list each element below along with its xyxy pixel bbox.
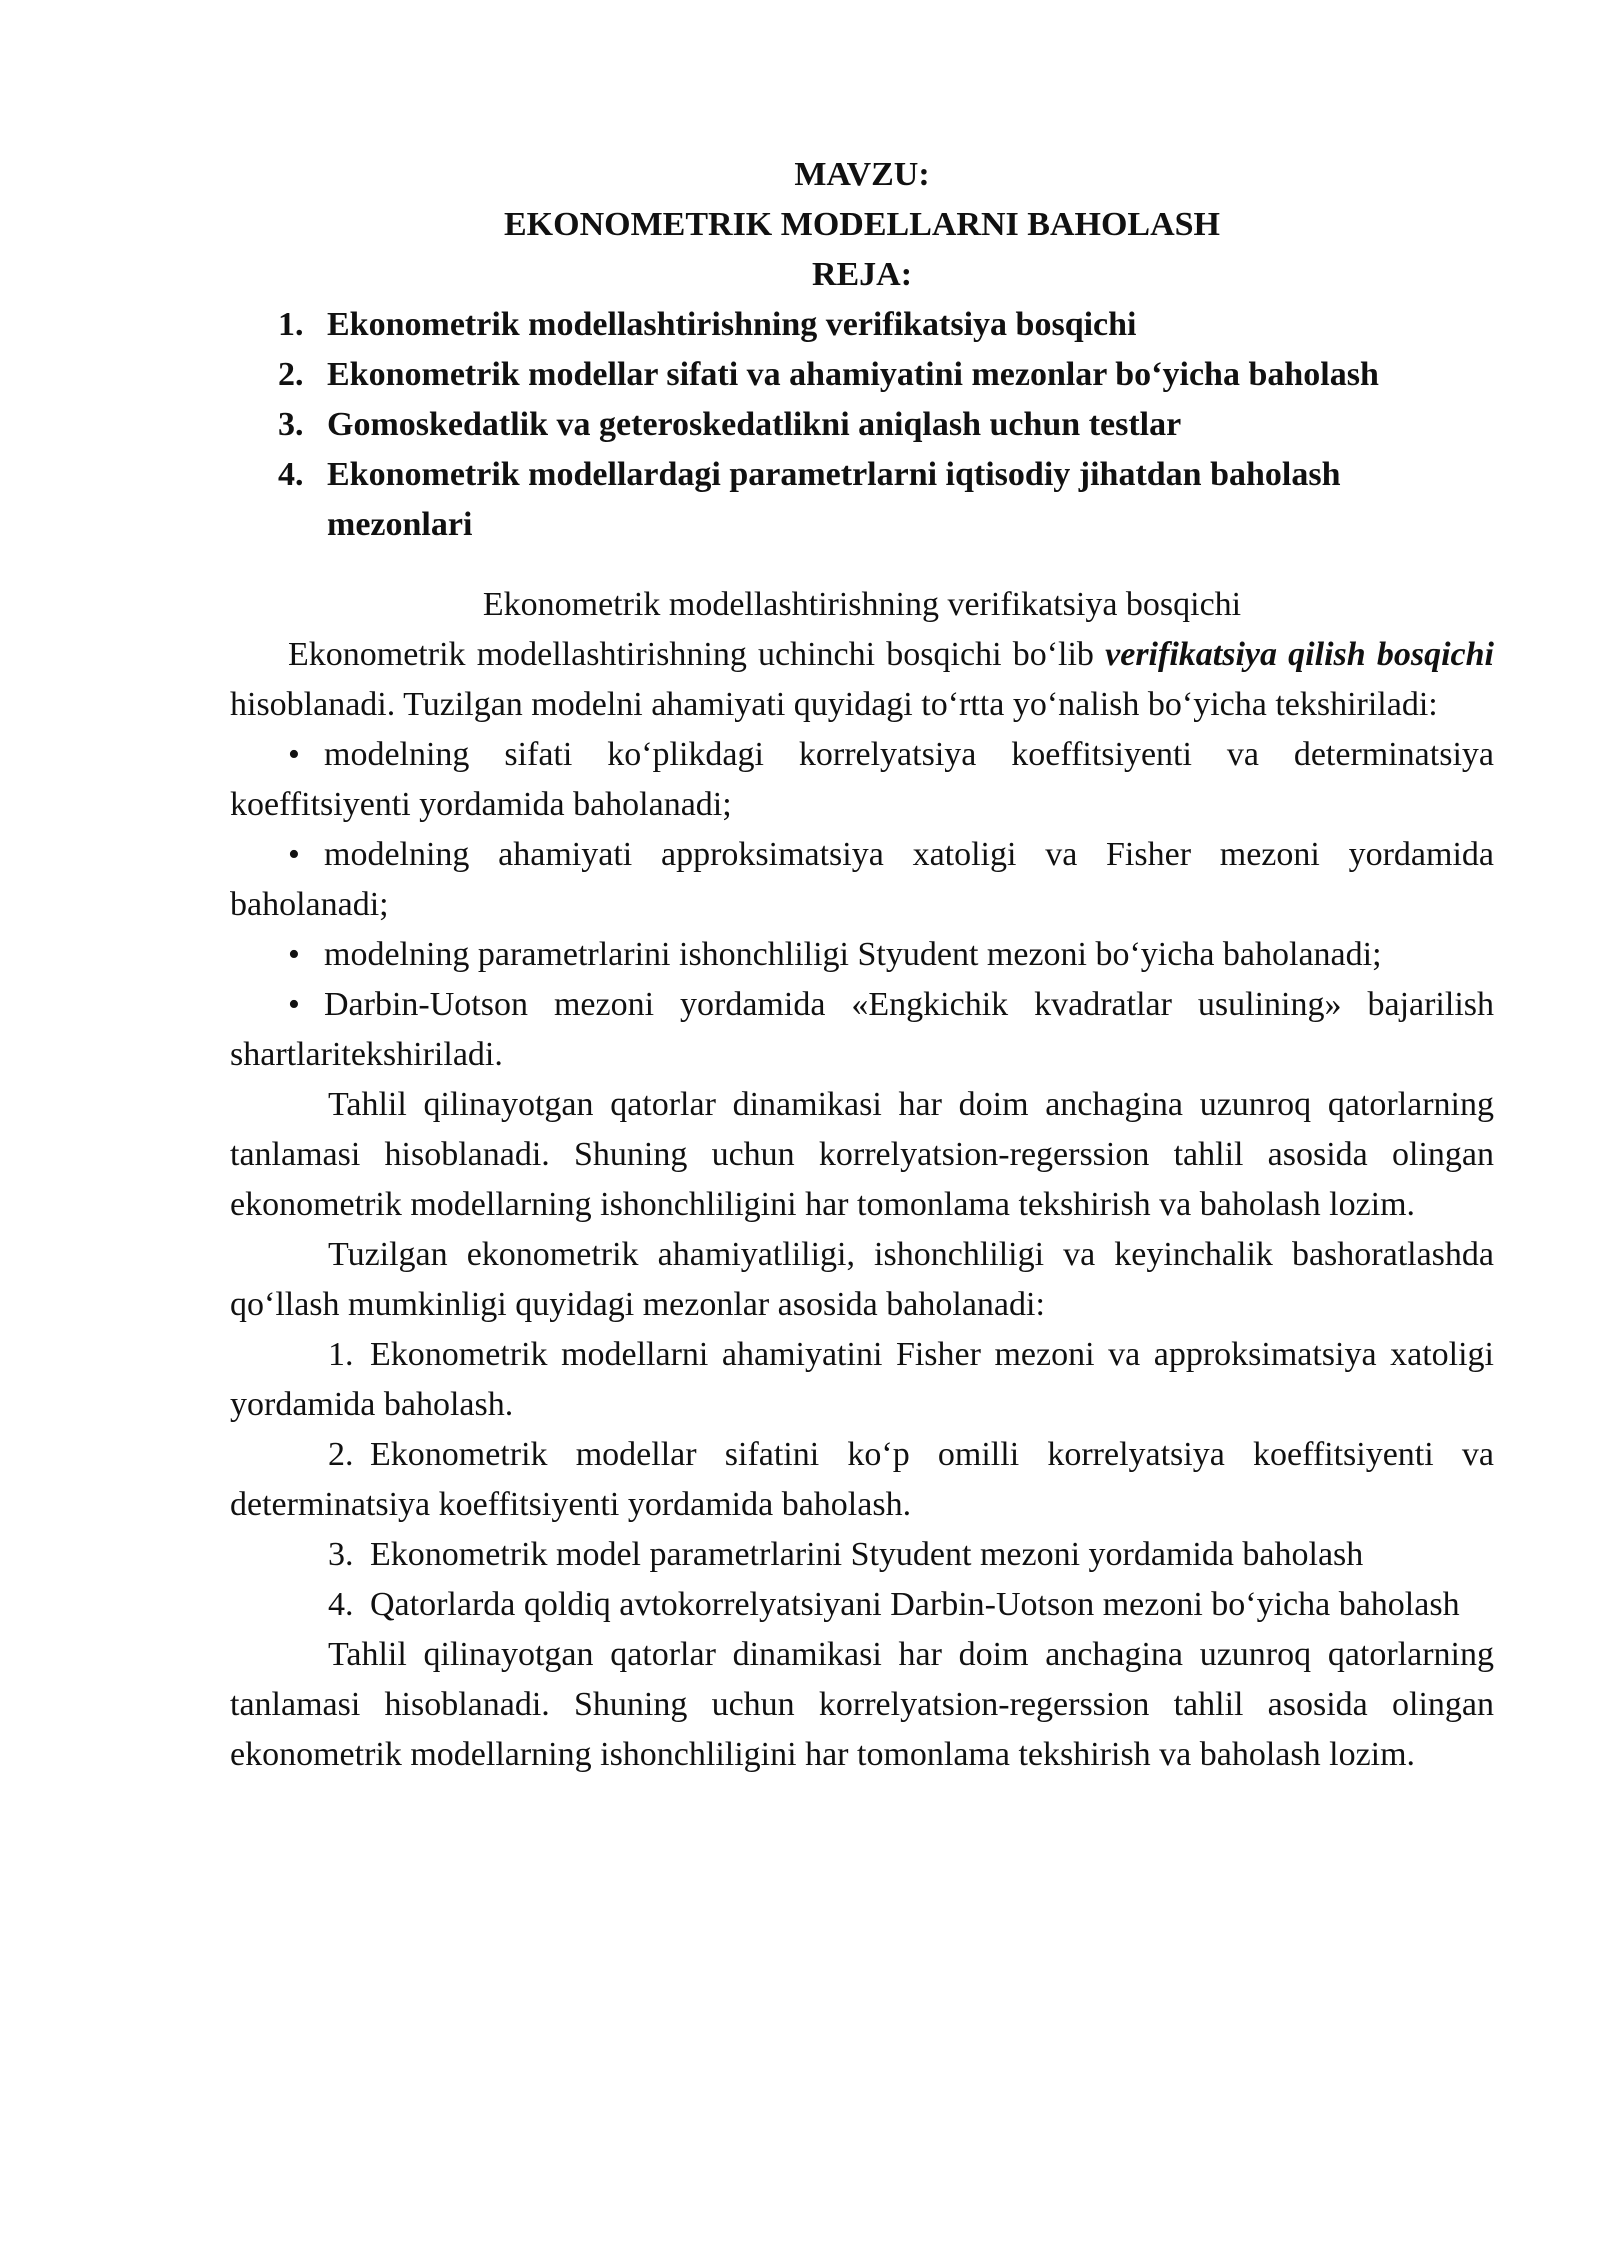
body-paragraph: Tuzilgan ekonometrik ahamiyatliligi, ishonchliligi va keyinchalik bashoratlashda qo‘llash mumkinligi quyidagi mezonlar asosida baholanadi:: [230, 1236, 1494, 1323]
plan-item-text: Ekonometrik modellashtirishning verifikatsiya bosqichi: [327, 306, 1137, 343]
intro-emphasis: verifikatsiya qilish bosqichi: [1105, 636, 1494, 673]
plan-item: [230, 400, 1494, 450]
bullet-dot-icon: •: [288, 986, 300, 1023]
intro-paragraph: [230, 630, 1494, 730]
criteria-text: Ekonometrik modellar sifatini ko‘p omilli korrelyatsiya koeffitsiyenti va determinatsiya koeffitsiyenti yordamida baholash.: [230, 1436, 1494, 1523]
bullet-item: [230, 830, 1494, 930]
bullet-item: [230, 930, 1494, 980]
plan-item: [230, 300, 1494, 350]
plan-item-text: Ekonometrik modellar sifati va ahamiyatini mezonlar bo‘yicha baholash: [327, 356, 1379, 393]
plan-item-number: 2.: [278, 356, 304, 393]
plan-item-text: Gomoskedatlik va geteroskedatlikni aniqlash uchun testlar: [327, 406, 1182, 443]
criteria-item: [230, 1530, 1494, 1580]
intro-text-b: hisoblanadi. Tuzilgan modelni ahamiyati quyidagi to‘rtta yo‘nalish bo‘yicha tekshiriladi:: [230, 686, 1438, 723]
criteria-item: [230, 1330, 1494, 1430]
plan-item-number: 4.: [278, 456, 304, 493]
plan-item-text: Ekonometrik modellardagi parametrlarni iqtisodiy jihatdan baholash mezonlari: [327, 456, 1341, 543]
criteria-number: 2.: [328, 1436, 354, 1473]
plan-item: [230, 350, 1494, 400]
plan-item: [230, 450, 1494, 550]
plan-item-number: 3.: [278, 406, 304, 443]
body-paragraph: Tahlil qilinayotgan qatorlar dinamikasi har doim anchagina uzunroq qatorlarning tanlamasi hisoblanadi. Shuning uchun korrelyatsion-regerssion tahlil asosida olingan ekonometrik modellarning ishonchliligini har tomonlama tekshirish va baholash lozim.: [230, 1636, 1494, 1773]
criteria-number: 4.: [328, 1586, 354, 1623]
mavzu-label: MAVZU:: [794, 156, 930, 193]
criteria-text: Qatorlarda qoldiq avtokorrelyatsiyani Darbin-Uotson mezoni bo‘yicha baholash: [370, 1586, 1460, 1623]
document-content: [230, 150, 1494, 1780]
bullet-item: [230, 730, 1494, 830]
bullet-item: [230, 980, 1494, 1080]
criteria-number: 1.: [328, 1336, 354, 1373]
criteria-item: [230, 1430, 1494, 1530]
bullet-text: Darbin-Uotson mezoni yordamida «Engkichik kvadratlar usulining» bajarilish shartlaritekshiriladi.: [230, 986, 1494, 1073]
plan-list: [230, 300, 1494, 550]
criteria-text: Ekonometrik model parametrlarini Styudent mezoni yordamida baholash: [370, 1536, 1364, 1573]
criteria-number: 3.: [328, 1536, 354, 1573]
criteria-text: Ekonometrik modellarni ahamiyatini Fisher mezoni va approksimatsiya xatoligi yordamida baholash.: [230, 1336, 1494, 1423]
criteria-item: [230, 1580, 1494, 1630]
intro-text-a: Ekonometrik modellashtirishning uchinchi bosqichi bo‘lib: [288, 636, 1106, 673]
reja-label: REJA:: [811, 256, 913, 293]
bullet-text: modelning parametrlarini ishonchliligi Styudent mezoni bo‘yicha baholanadi;: [324, 936, 1382, 973]
bullet-dot-icon: •: [288, 936, 300, 973]
bullet-dot-icon: •: [288, 836, 300, 873]
bullet-dot-icon: •: [288, 736, 300, 773]
section-title: Ekonometrik modellashtirishning verifikatsiya bosqichi: [482, 586, 1242, 623]
bullet-text: modelning sifati ko‘plikdagi korrelyatsiya koeffitsiyenti va determinatsiya koeffitsiyenti yordamida baholanadi;: [230, 736, 1494, 823]
bullet-text: modelning ahamiyati approksimatsiya xatoligi va Fisher mezoni yordamida baholanadi;: [230, 836, 1494, 923]
plan-item-number: 1.: [278, 306, 304, 343]
topic-title: EKONOMETRIK MODELLARNI BAHOLASH: [504, 206, 1220, 243]
body-paragraph: Tahlil qilinayotgan qatorlar dinamikasi har doim anchagina uzunroq qatorlarning tanlamasi hisoblanadi. Shuning uchun korrelyatsion-regerssion tahlil asosida olingan ekonometrik modellarning ishonchliligini har tomonlama tekshirish va baholash lozim.: [230, 1086, 1494, 1223]
